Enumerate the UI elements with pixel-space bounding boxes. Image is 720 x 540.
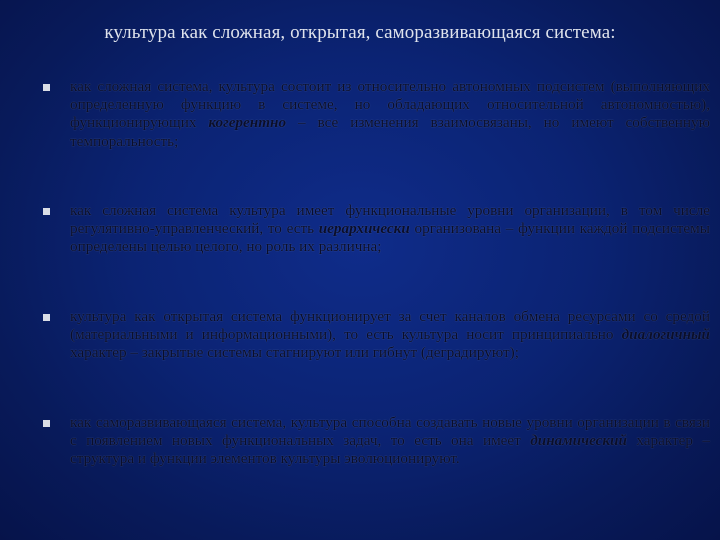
item-text-before: как сложная система, культура состоит из относительно автономных подсистем (выполняющих определенную функцию в системе, но обладающих относительной автономностью), функционирующих (70, 78, 710, 132)
item-text-emphasis: динамический (530, 432, 627, 450)
item-text-after: организована – функции каждой подсистемы определены целью целого, но роль их различна; (70, 220, 710, 256)
list-item (40, 78, 710, 151)
item-text-before: как саморазвивающаяся система, культура способна создавать новые уровни организации в связи с появлением новых функциональных задач, то есть она имеет (70, 414, 710, 450)
item-text-emphasis: иерархически (318, 220, 410, 238)
list-item (40, 414, 710, 469)
item-text-after: характер – структура и функции элементов культуры эволюционируют. (70, 432, 710, 468)
list-item-text (70, 78, 710, 151)
square-bullet-icon (43, 208, 50, 215)
list-item (40, 308, 710, 363)
slide-title: культура как сложная, открытая, саморазвивающаяся система: (104, 22, 616, 43)
item-text-before: культура как открытая система функционирует за счет каналов обмена ресурсами со средой (материальными и информационными), то есть культура носит принципиально (70, 308, 710, 344)
item-text-before: как сложная система культура имеет функциональные уровни организации, в том числе регулятивно-управленческий, то есть (70, 202, 710, 238)
item-text-after: – все изменения взаимосвязаны, но имеют собственную темпоральность; (70, 114, 710, 150)
item-text-emphasis: когерентно (208, 114, 287, 132)
square-bullet-icon (43, 420, 50, 427)
item-text-emphasis: диалогичный (621, 326, 710, 344)
square-bullet-icon (43, 314, 50, 321)
list-item-text (70, 414, 710, 469)
list-item-text (70, 202, 710, 257)
list-item-text (70, 308, 710, 363)
square-bullet-icon (43, 84, 50, 91)
item-text-after: характер – закрытые системы стагнируют или гибнут (деградируют); (70, 344, 519, 362)
list-item (40, 202, 710, 257)
